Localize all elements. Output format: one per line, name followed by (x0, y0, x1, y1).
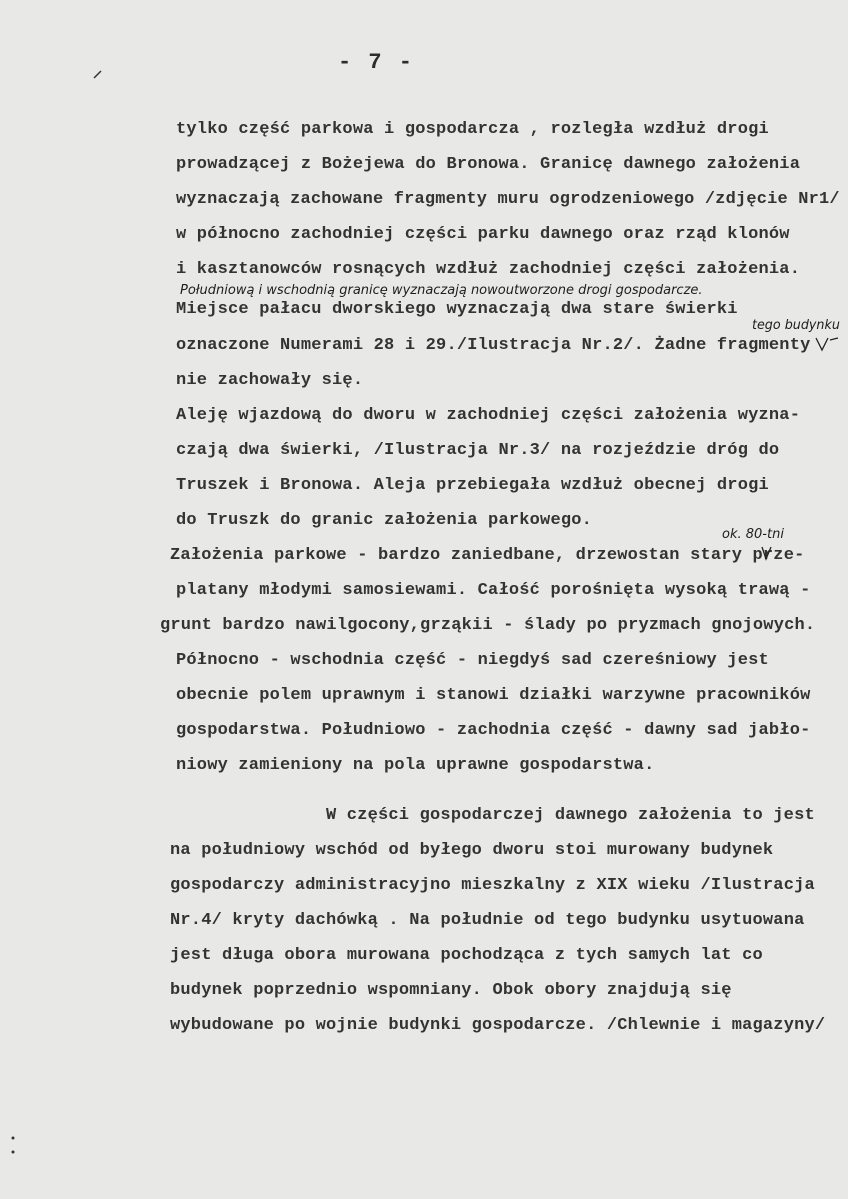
text-line-17: obecnie polem uprawnym i stanowi działki warzywne pracowników (176, 686, 811, 705)
text-line-12: do Truszk do granic założenia parkowego. (176, 511, 593, 530)
text-line-14: platany młodymi samosiewami. Całość porośnięta wysoką trawą - (176, 581, 811, 600)
text-line-23: Nr.4/ kryty dachówką . Na południe od tego budynku usytuowana (170, 911, 805, 930)
text-line-19: niowy zamieniony na pola uprawne gospodarstwa. (176, 756, 655, 775)
text-line-6: Miejsce pałacu dworskiego wyznaczają dwa stare świerki (176, 300, 738, 319)
text-line-3: wyznaczają zachowane fragmenty muru ogrodzeniowego /zdjęcie Nr1/ (176, 190, 840, 209)
text-line-1: tylko część parkowa i gospodarcza , rozległa wzdłuż drogi (176, 120, 769, 139)
text-line-21: na południowy wschód od byłego dworu stoi murowany budynek (170, 841, 774, 860)
text-line-8: nie zachowały się. (176, 371, 364, 390)
text-line-4: w północno zachodniej części parku dawnego oraz rząd klonów (176, 225, 790, 244)
insertion-caret-mark-2 (760, 544, 774, 562)
handwritten-tego-budynku: tego budynku (752, 318, 840, 333)
text-line-13: Założenia parkowe - bardzo zaniedbane, drzewostan stary prze- (170, 546, 805, 565)
margin-dot-marks (8, 1134, 18, 1164)
insertion-caret-mark (814, 334, 840, 354)
text-line-15: grunt bardzo nawilgocony,grząkii - ślady po pryzmach gnojowych. (160, 616, 816, 635)
handwritten-insert-line: Południową i wschodnią granicę wyznaczają nowoutworzone drogi gospodarcze. (180, 283, 703, 298)
text-line-18: gospodarstwa. Południowo - zachodnia część - dawny sad jabło- (176, 721, 811, 740)
text-line-9: Aleję wjazdową do dworu w zachodniej części założenia wyzna- (176, 406, 801, 425)
text-line-11: Truszek i Bronowa. Aleja przebiegała wzdłuż obecnej drogi (176, 476, 769, 495)
text-line-26: wybudowane po wojnie budynki gospodarcze. /Chlewnie i magazyny/ (170, 1016, 826, 1035)
text-line-5: i kasztanowców rosnących wzdłuż zachodniej części założenia. (176, 260, 801, 279)
handwritten-ok-80-tni: ok. 80-tni (722, 527, 784, 542)
text-line-22: gospodarczy administracyjno mieszkalny z XIX wieku /Ilustracja (170, 876, 815, 895)
text-line-10: czają dwa świerki, /Ilustracja Nr.3/ na rozjeździe dróg do (176, 441, 780, 460)
text-line-7: oznaczone Numerami 28 i 29./Ilustracja Nr.2/. Żadne fragmenty (176, 336, 811, 355)
page-number: - 7 - (338, 50, 415, 75)
margin-tick-mark (92, 68, 104, 80)
text-line-20: W części gospodarczej dawnego założenia to jest (326, 806, 815, 825)
text-line-2: prowadzącej z Bożejewa do Bronowa. Granicę dawnego założenia (176, 155, 801, 174)
text-line-25: budynek poprzednio wspomniany. Obok obory znajdują się (170, 981, 732, 1000)
text-line-24: jest długa obora murowana pochodząca z tych samych lat co (170, 946, 763, 965)
text-line-16: Północno - wschodnia część - niegdyś sad czereśniowy jest (176, 651, 769, 670)
